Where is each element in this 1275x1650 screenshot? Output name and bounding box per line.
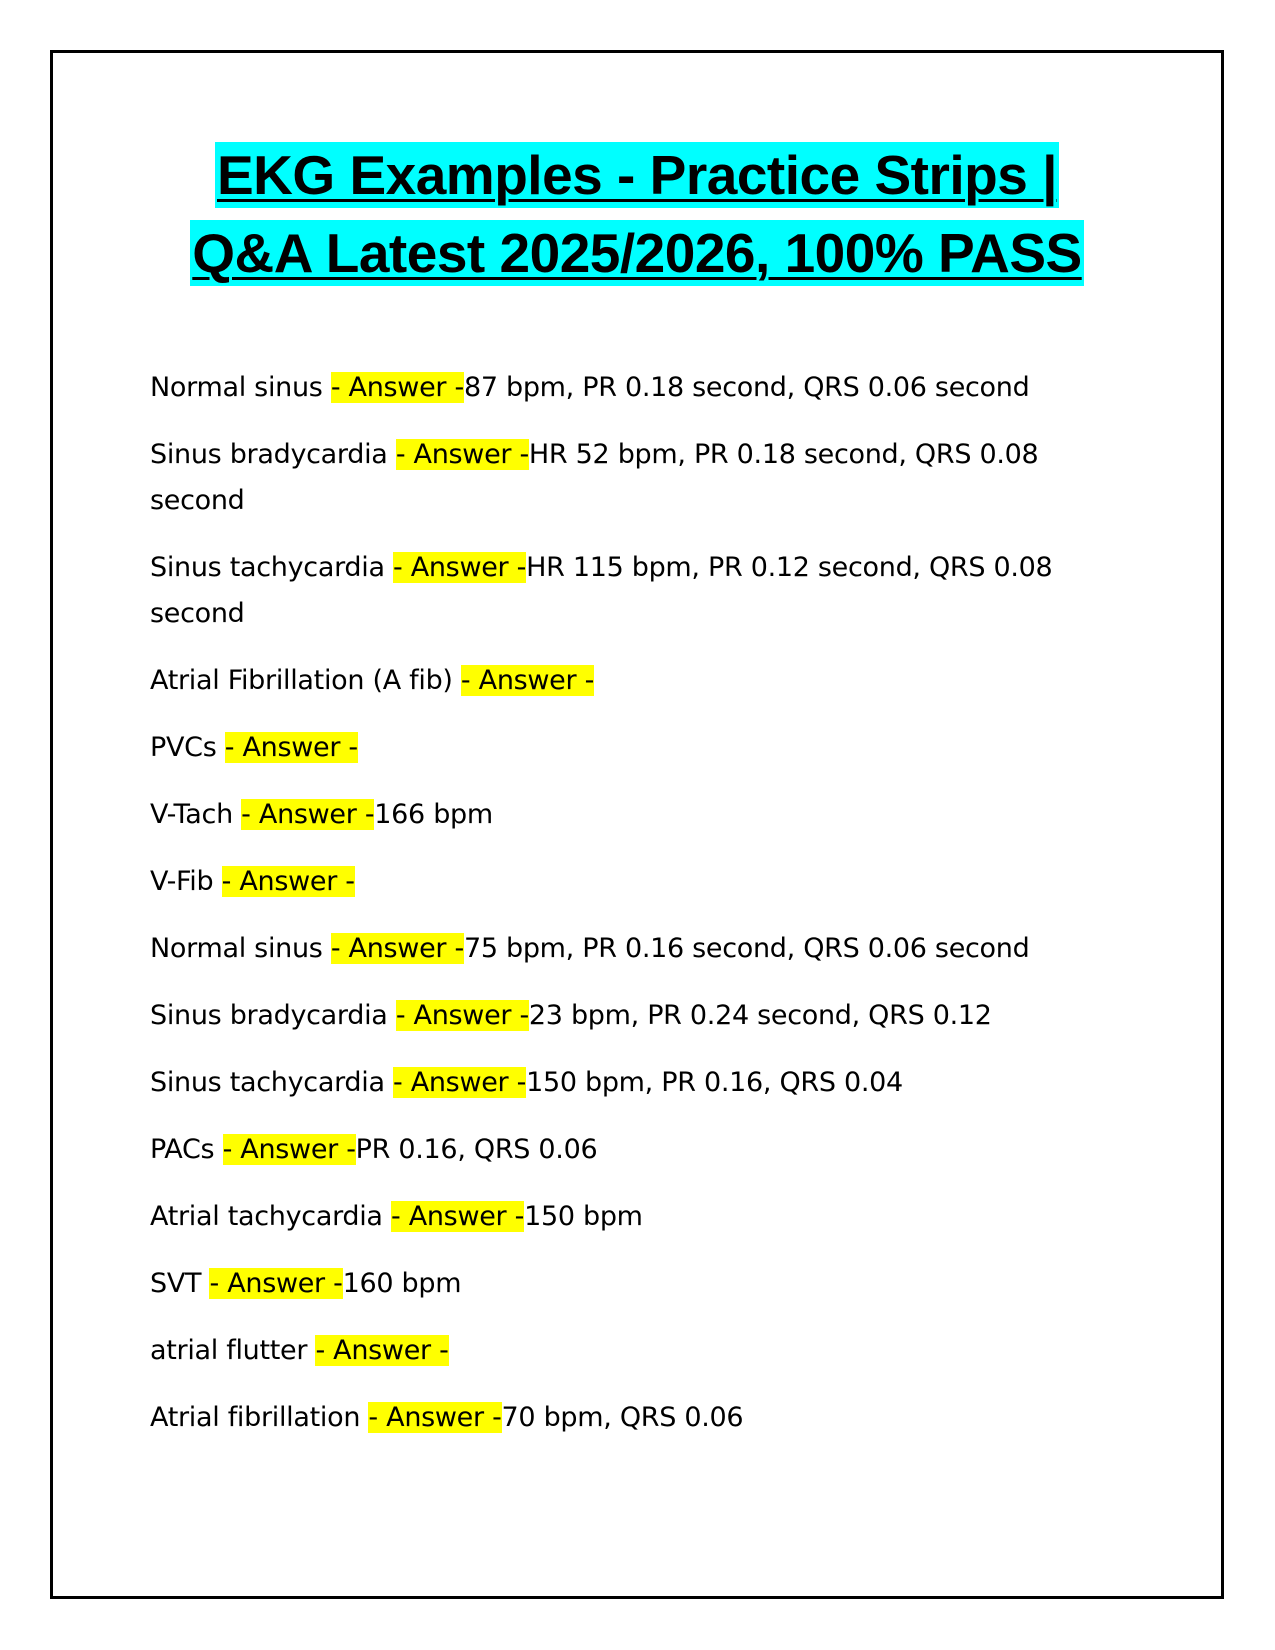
qa-item [150,859,1080,905]
answer-text: 75 bpm, PR 0.16 second, QRS 0.06 second [463,933,1030,964]
qa-item [150,792,1080,838]
question-text: PVCs [150,732,225,763]
answer-marker: - Answer - [392,1067,527,1098]
question-text: Atrial tachycardia [150,1201,391,1232]
answer-marker: - Answer - [395,439,529,470]
qa-item [150,1060,1080,1106]
qa-item [150,1261,1080,1307]
answer-text: 87 bpm, PR 0.18 second, QRS 0.06 second [463,372,1030,403]
answer-text: HR 52 bpm, PR 0.18 second, QRS 0.08 second [150,439,1039,516]
qa-item [150,725,1080,771]
qa-list [150,365,1080,1462]
qa-item [150,993,1080,1039]
answer-marker: - Answer - [241,799,375,830]
question-text: V-Tach [150,799,242,830]
answer-marker: - Answer - [460,665,595,696]
answer-text: 150 bpm, PR 0.16, QRS 0.04 [526,1067,903,1098]
question-text: PACs [150,1134,223,1165]
qa-item [150,658,1080,704]
answer-marker: - Answer - [330,933,464,964]
qa-item [150,1395,1080,1441]
qa-item [150,1127,1080,1173]
document-title [53,142,1221,298]
question-text: Atrial Fibrillation (A fib) [150,665,461,696]
answer-marker: - Answer - [368,1402,502,1433]
answer-text: HR 115 bpm, PR 0.12 second, QRS 0.08 second [150,552,1053,629]
answer-marker: - Answer - [221,866,355,897]
answer-marker: - Answer - [209,1268,343,1299]
question-text: atrial flutter [150,1335,316,1366]
answer-text: 23 bpm, PR 0.24 second, QRS 0.12 [528,1000,992,1031]
question-text: Sinus tachycardia [150,552,393,583]
answer-text: 166 bpm [374,799,493,830]
qa-item [150,926,1080,972]
question-text: Sinus bradycardia [150,439,396,470]
title-line-1: EKG Examples - Practice Strips | [216,144,1058,206]
answer-text: 160 bpm [342,1268,462,1299]
title-line-2: Q&A Latest 2025/2026, 100% PASS [192,222,1082,284]
question-text: SVT [150,1268,210,1299]
qa-item [150,1194,1080,1240]
answer-marker: - Answer - [390,1201,525,1232]
answer-marker: - Answer - [392,552,527,583]
answer-text: 70 bpm, QRS 0.06 [501,1402,744,1433]
question-text: Atrial fibrillation [150,1402,369,1433]
answer-marker: - Answer - [224,732,358,763]
qa-item [150,432,1080,524]
answer-marker: - Answer - [222,1134,356,1165]
answer-marker: - Answer - [330,372,464,403]
question-text: Normal sinus [150,933,331,964]
question-text: Sinus bradycardia [150,1000,396,1031]
answer-text: 150 bpm [524,1201,643,1232]
question-text: Normal sinus [150,372,331,403]
answer-marker: - Answer - [395,1000,529,1031]
answer-marker: - Answer - [315,1335,449,1366]
question-text: V-Fib [150,866,222,897]
answer-text: PR 0.16, QRS 0.06 [355,1134,598,1165]
qa-item [150,545,1080,637]
question-text: Sinus tachycardia [150,1067,393,1098]
qa-item [150,365,1080,411]
qa-item [150,1328,1080,1374]
